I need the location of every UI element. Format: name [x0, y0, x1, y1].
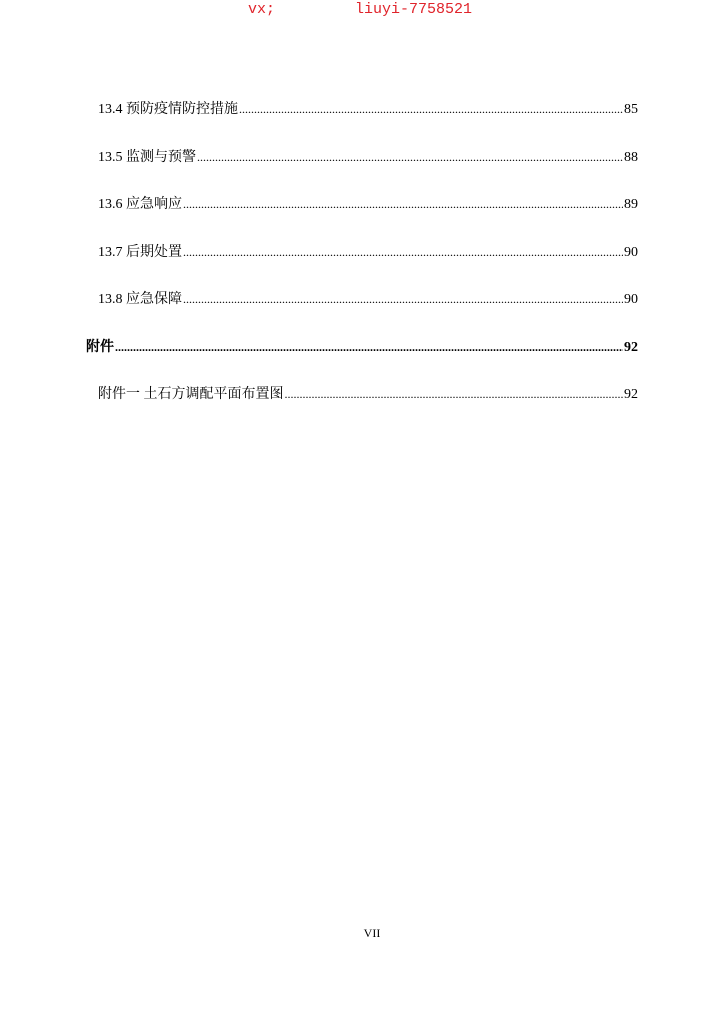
toc-entry-title: 13.8 应急保障: [98, 292, 182, 307]
toc-entry[interactable]: [98, 100, 638, 119]
watermark-label: vx;: [248, 1, 276, 18]
toc-entry-page: 90: [624, 245, 638, 260]
watermark-contact: liuyi-7758521: [355, 1, 473, 18]
toc-leader-dots: [197, 148, 623, 166]
toc-entry[interactable]: [98, 148, 638, 167]
toc-entry-title: 13.4 预防疫情防控措施: [98, 102, 238, 117]
toc-entry-page: 88: [624, 150, 638, 165]
toc-leader-dots: [183, 243, 623, 261]
toc-entry[interactable]: [98, 290, 638, 309]
page-number: VII: [363, 926, 381, 940]
toc-leader-dots: [183, 195, 623, 213]
toc-entry-page: 92: [624, 340, 638, 355]
toc-entry-page: 92: [624, 387, 638, 402]
toc-entry-page: 90: [624, 292, 638, 307]
toc-entry-title: 附件: [86, 340, 114, 355]
toc-entry-section[interactable]: [86, 338, 638, 357]
toc-entry-page: 85: [624, 102, 638, 117]
toc-leader-dots: [183, 290, 623, 308]
toc-entry[interactable]: [98, 385, 638, 404]
toc-entry-title: 13.6 应急响应: [98, 197, 182, 212]
toc-entry[interactable]: [98, 243, 638, 262]
toc-leader-dots: [239, 100, 623, 118]
toc-entry-title: 附件一 土石方调配平面布置图: [98, 387, 284, 402]
watermark: [0, 1, 724, 21]
toc-entry-page: 89: [624, 197, 638, 212]
toc-entry-title: 13.7 后期处置: [98, 245, 182, 260]
toc-entry-title: 13.5 监测与预警: [98, 150, 196, 165]
toc-leader-dots: [115, 338, 623, 356]
toc-entry[interactable]: [98, 195, 638, 214]
toc-leader-dots: [285, 385, 624, 403]
